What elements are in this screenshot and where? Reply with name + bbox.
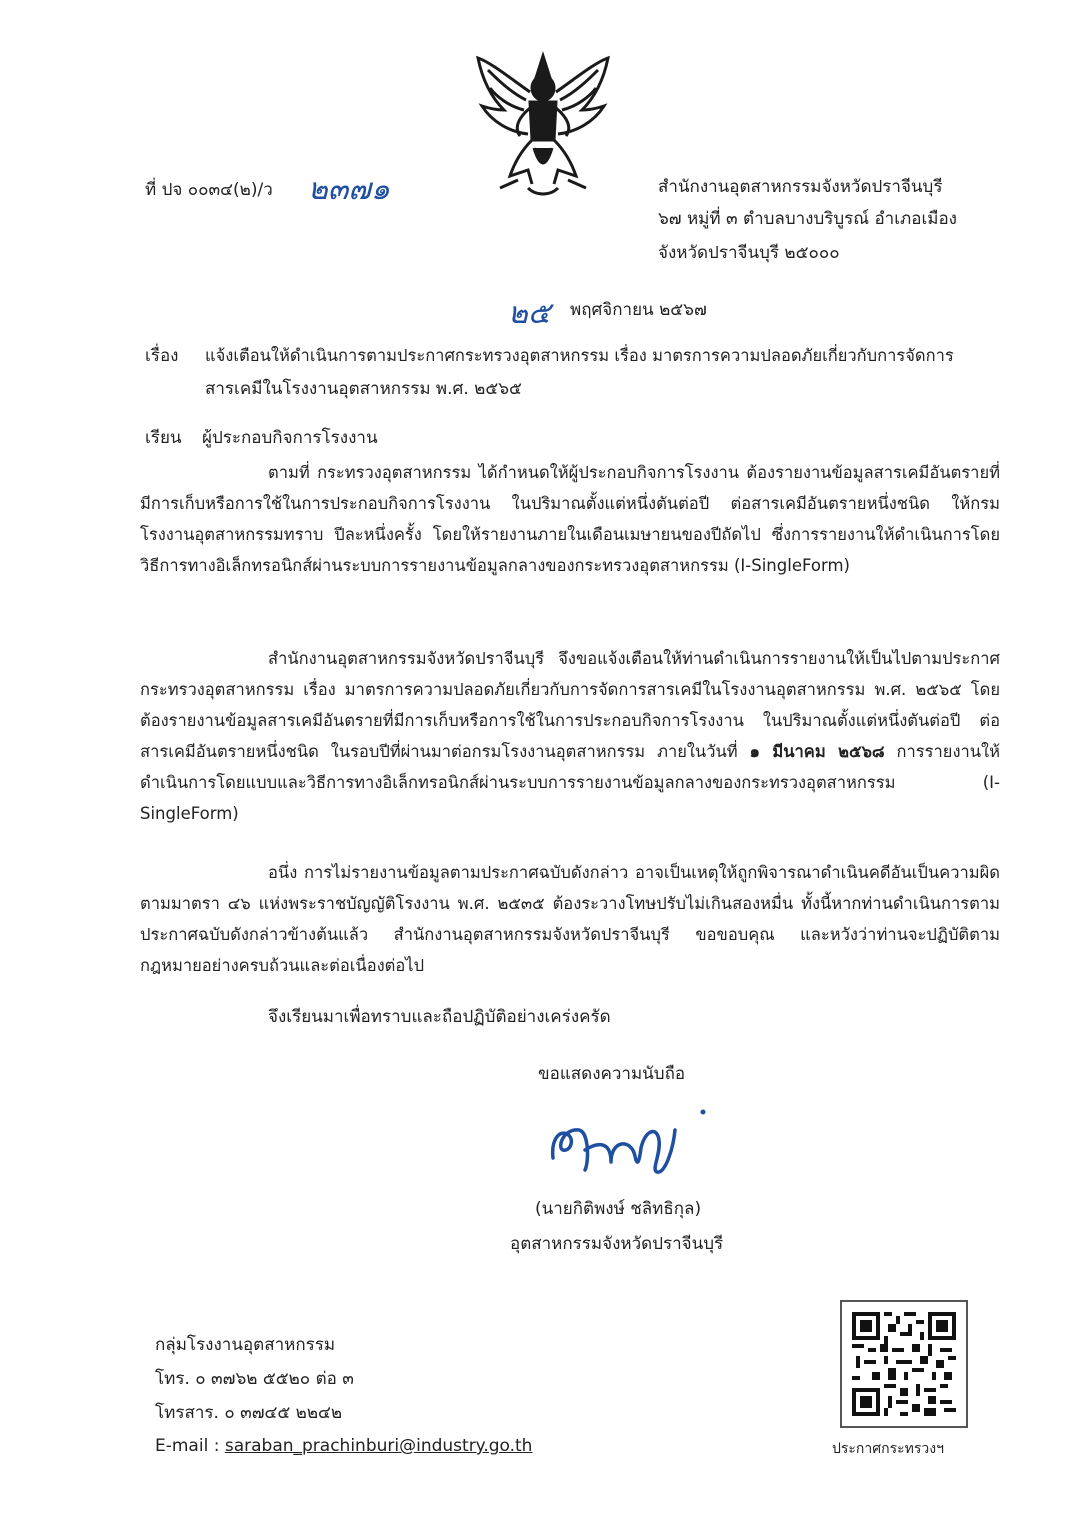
reference-prefix: ที่ ปจ ๐๐๓๔(๒)/ว bbox=[145, 180, 273, 200]
body-paragraph-1-text: ตามที่ กระทรวงอุตสาหกรรม ได้กำหนดให้ผู้ประกอบกิจการโรงงาน ต้องรายงานข้อมูลสารเคมีอันตรายที่มีการเก็บหรือการใช้ในการประกอบกิจการโรงงาน ในปริมาณตั้งแต่หนึ่งตันต่อปี ต่อสารเคมีอันตรายหนึ่งชนิด ให้กรมโรงงานอุตสาหกรรมทราบ ปีละหนึ่งครั้ง โดยให้รายงานภายในเดือนเมษายนของปีถัดไป ซึ่งการรายงานให้ดำเนินการโดยวิธีการทางอิเล็กทรอนิกส์ผ่านระบบการรายงานข้อมูลกลางของกระทรวงอุตสาหกรรม (I-SingleForm) bbox=[140, 463, 1000, 575]
date-day-handwritten: ๒๕ bbox=[508, 296, 551, 331]
subject-label: เรื่อง bbox=[145, 346, 179, 366]
org-name: สำนักงานอุตสาหกรรมจังหวัดปราจีนบุรี bbox=[658, 177, 943, 197]
deadline-date: ๑ มีนาคม ๒๕๖๘ bbox=[749, 742, 885, 761]
handwritten-signature bbox=[545, 1100, 715, 1180]
date-month-year: พฤศจิกายน ๒๕๖๗ bbox=[570, 300, 707, 320]
footer-fax: โทรสาร. ๐ ๓๗๔๕ ๒๒๔๒ bbox=[155, 1403, 343, 1423]
email-link[interactable]: saraban_prachinburi@industry.go.th bbox=[224, 1436, 533, 1456]
closing-sentence: จึงเรียนมาเพื่อทราบและถือปฏิบัติอย่างเคร่งครัด bbox=[268, 1007, 611, 1027]
footer-unit: กลุ่มโรงงานอุตสาหกรรม bbox=[155, 1335, 336, 1355]
footer-phone: โทร. ๐ ๓๗๖๒ ๕๕๒๐ ต่อ ๓ bbox=[155, 1369, 354, 1389]
signer-name: (นายกิติพงษ์ ชลิทธิกุล) bbox=[535, 1199, 702, 1219]
recipient-label: เรียน bbox=[145, 428, 182, 448]
recipient-name: ผู้ประกอบกิจการโรงงาน bbox=[202, 428, 378, 448]
body-paragraph-1 bbox=[140, 457, 1000, 581]
body-paragraph-2 bbox=[140, 643, 1000, 829]
subject-line-2: สารเคมีในโรงงานอุตสาหกรรม พ.ศ. ๒๕๖๕ bbox=[205, 379, 522, 399]
org-province-line: จังหวัดปราจีนบุรี ๒๕๐๐๐ bbox=[658, 243, 840, 263]
signer-title: อุตสาหกรรมจังหวัดปราจีนบุรี bbox=[510, 1234, 724, 1254]
qr-caption: ประกาศกระทรวงฯ bbox=[832, 1441, 944, 1457]
reference-number-handwritten: ๒๓๗๑ bbox=[308, 172, 390, 207]
body-paragraph-2-text-a: สำนักงานอุตสาหกรรมจังหวัดปราจีนบุรี จึงขอแจ้งเตือนให้ท่านดำเนินการรายงานให้เป็นไปตามประกาศกระทรวงอุตสาหกรรม เรื่อง มาตรการความปลอดภัยเกี่ยวกับการจัดการสารเคมีในโรงงานอุตสาหกรรม พ.ศ. ๒๕๖๕ โดยต้องรายงานข้อมูลสารเคมีอันตรายที่มีการเก็บหรือการใช้ในการประกอบกิจการโรงงาน ในปริมาณตั้งแต่หนึ่งตันต่อปี ต่อสารเคมีอันตรายหนึ่งชนิด ในรอบปีที่ผ่านมาต่อกรมโรงงานอุตสาหกรรม ภายในวันที่ bbox=[140, 649, 1000, 761]
body-paragraph-2-text-b: การรายงานให้ดำเนินการโดยแบบและวิธีการทางอิเล็กทรอนิกส์ผ่านระบบการรายงานข้อมูลกลางของกระทรวงอุตสาหกรรม (I-SingleForm) bbox=[140, 742, 1000, 823]
regards-text: ขอแสดงความนับถือ bbox=[538, 1064, 686, 1084]
qr-code-icon[interactable] bbox=[840, 1300, 968, 1428]
garuda-emblem-icon bbox=[470, 48, 616, 198]
email-label: E-mail : bbox=[155, 1436, 225, 1456]
org-address-line: ๖๗ หมู่ที่ ๓ ตำบลบางบริบูรณ์ อำเภอเมือง bbox=[658, 209, 957, 229]
body-paragraph-3 bbox=[140, 857, 1000, 981]
footer-email-row bbox=[155, 1434, 532, 1458]
subject-line-1: แจ้งเตือนให้ดำเนินการตามประกาศกระทรวงอุตสาหกรรม เรื่อง มาตรการความปลอดภัยเกี่ยวกับการจัดการ bbox=[205, 346, 954, 365]
body-paragraph-3-text: อนึ่ง การไม่รายงานข้อมูลตามประกาศฉบับดังกล่าว อาจเป็นเหตุให้ถูกพิจารณาดำเนินคดีอันเป็นความผิดตามมาตรา ๔๖ แห่งพระราชบัญญัติโรงงาน พ.ศ. ๒๕๓๕ ต้องระวางโทษปรับไม่เกินสองหมื่น ทั้งนี้หากท่านดำเนินการตามประกาศฉบับดังกล่าวข้างต้นแล้ว สำนักงานอุตสาหกรรมจังหวัดปราจีนบุรี ขอขอบคุณ และหวังว่าท่านจะปฏิบัติตามกฎหมายอย่างครบถ้วนและต่อเนื่องต่อไป bbox=[140, 863, 1000, 975]
